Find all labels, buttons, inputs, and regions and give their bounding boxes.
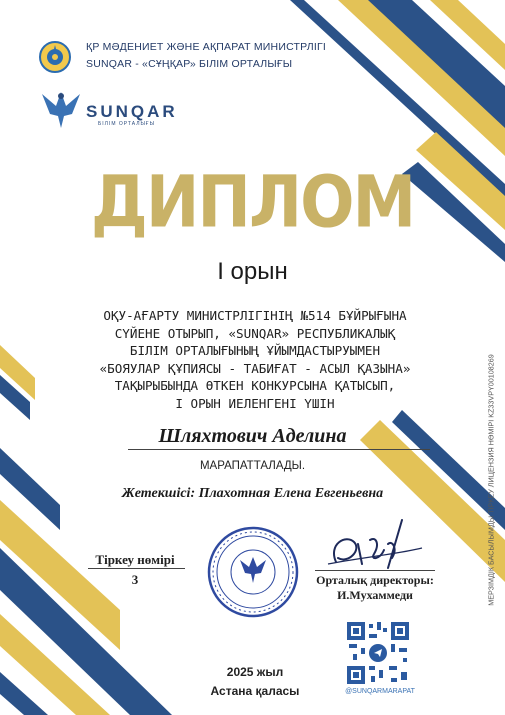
issue-year: 2025 жыл <box>226 665 284 679</box>
registration-label: Тіркеу нөмірі <box>95 552 175 567</box>
diploma-title: ДИПЛОМ <box>90 161 415 245</box>
award-text: МАРАПАТТАЛАДЫ. <box>199 460 306 472</box>
diploma-body <box>55 307 455 412</box>
supervisor-name: Жетекшісі: Плахотная Елена Евгеньевна <box>121 486 384 501</box>
director-signature-icon <box>318 514 428 572</box>
place-label: I орын <box>217 258 288 285</box>
registration-underline <box>88 568 185 569</box>
round-stamp-icon <box>206 525 300 619</box>
director-underline <box>315 570 435 571</box>
body-line: I ОРЫН ИЕЛЕНГЕНІ ҮШІН <box>175 395 335 411</box>
body-line: «БОЯУЛАР ҚҰПИЯСЫ - ТАБИҒАТ - АСЫЛ ҚАЗЫНА» <box>99 360 411 376</box>
name-underline <box>128 449 430 450</box>
qr-caption: @SUNQARMARAPAT <box>345 688 415 695</box>
issue-city: Астана қаласы <box>210 684 300 698</box>
logo-subtitle: БІЛІМ ОРТАЛЫҒЫ <box>98 121 156 127</box>
body-line: ОҚУ-АҒАРТУ МИНИСТРЛІГІНІҢ №514 БҰЙРЫҒЫНА <box>103 308 407 323</box>
body-line: СҮЙЕНЕ ОТЫРЫП, «SUNQAR» РЕСПУБЛИКАЛЫҚ <box>114 325 396 341</box>
logo-name: SUNQAR <box>86 102 178 121</box>
recipient-name: Шляхтович Аделина <box>158 425 347 447</box>
license-text: МЕРЗІМДІК БАСЫЛЫМДЫ ТІРКЕУ ЛИЦЕНЗИЯ НӨМІРІ KZ33VPY00108269 <box>486 354 496 606</box>
body-line: ТАҚЫРЫБЫНДА ӨТКЕН КОНКУРСЫНА ҚАТЫСЫП, <box>114 378 396 393</box>
director-label: Орталық директоры: <box>316 573 434 587</box>
qr-code-icon[interactable] <box>345 620 411 686</box>
director-name: И.Мухаммеди <box>337 588 413 602</box>
eagle-logo-icon <box>40 86 82 130</box>
body-line: БІЛІМ ОРТАЛЫҒЫНЫҢ ҰЙЫМДАСТЫРУЫМЕН <box>129 343 381 358</box>
registration-number: 3 <box>131 572 139 587</box>
kazakhstan-emblem-icon <box>38 40 72 74</box>
header-center: SUNQAR - «СҰҢҚАР» БІЛІМ ОРТАЛЫҒЫ <box>86 58 293 70</box>
header-ministry: ҚР МӘДЕНИЕТ ЖӘНЕ АҚПАРАТ МИНИСТРЛІГІ <box>86 41 326 53</box>
